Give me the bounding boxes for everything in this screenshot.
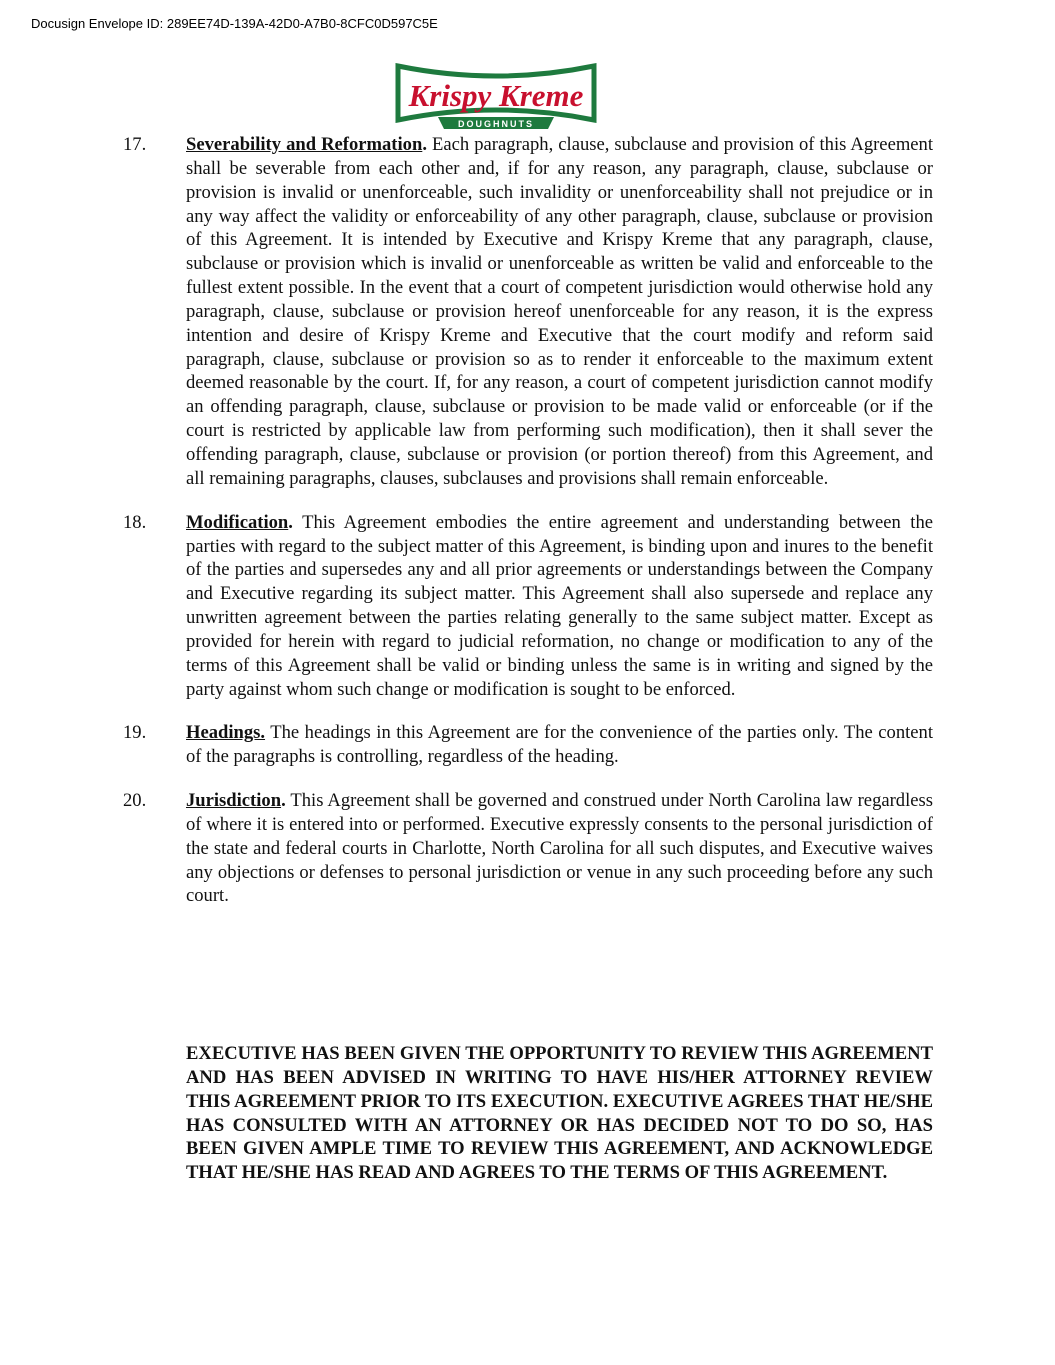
section-17 (123, 133, 933, 491)
section-number: 18. (123, 511, 147, 533)
section-number: 19. (123, 722, 147, 744)
section-paragraph: The headings in this Agreement are for the convenience of the parties only. The content of the paragraphs is controlling, regardless of the heading. (186, 722, 933, 768)
section-heading: Jurisdiction (186, 790, 282, 812)
section-text: Severability and Reformation. Each paragraph, clause, subclause and provision of this Agreement shall be severable from each other and, if for any reason, any paragraph, clause, subclause or provision is invalid or unenforceable, such invalidity or unenforceability shall not prejudice or in any way affect the validity or enforceability of any other paragraph, clause, subclause or provision of this Agreement. It is intended by Executive and Krispy Kreme that any paragraph, clause, subclause or provision which is invalid or unenforceable as written be valid and enforceable to the fullest extent possible. In the event that a court of competent jurisdiction would otherwise hold any paragraph, clause, subclause or provision hereof unenforceable for any reason, it is the express intention and desire of Krispy Kreme and Executive that the court modify and reform said paragraph, clause, subclause or provision so as to render it enforceable to the maximum extent deemed reasonable by the court. If, for any reason, a court of competent jurisdiction cannot modify an offending paragraph, clause, subclause or provision to be made valid or enforceable (or if the court is restricted by applicable law from performing such modification), then it shall sever the offending paragraph, clause, subclause or provision (or portion thereof) from this Agreement, and all remaining paragraphs, clauses, subclauses and provisions shall remain enforceable. (186, 134, 933, 489)
agreement-body (123, 133, 933, 928)
section-text: Modification. This Agreement embodies the entire agreement and understanding between the parties with regard to the subject matter of this Agreement, is binding upon and inures to the benefit of the parties and supersedes any and all prior agreements or understandings between the Company and Executive regarding its subject matter. This Agreement shall also supersede and replace any unwritten agreement between the parties relating generally to the same subject matter. Except as provided for herein with regard to judicial reformation, no change or modification to any of the terms of this Agreement shall be valid or binding unless the same is in writing and signed by the party against whom such change or modification is sought to be enforced. (186, 511, 934, 700)
section-18 (123, 511, 933, 702)
section-heading: Severability and Reformation (186, 134, 423, 155)
svg-text:DOUGHNUTS: DOUGHNUTS (458, 119, 534, 129)
section-text: Jurisdiction. This Agreement shall be governed and construed under North Carolina law regardless of where it is entered into or performed. Executive expressly consents to the personal jurisdiction of the state and federal courts in Charlotte, North Carolina for all such disputes, and Executive waives any objections or defenses to personal jurisdiction or venue in any such proceeding before any such court. (186, 790, 933, 907)
section-20 (123, 789, 933, 908)
krispy-kreme-logo (394, 60, 598, 130)
svg-text:Krispy Kreme: Krispy Kreme (408, 78, 584, 113)
section-heading: Headings. (186, 722, 266, 744)
section-paragraph: This Agreement embodies the entire agreement and understanding between the parties with regard to the subject matter of this Agreement, is binding upon and inures to the benefit of the parties and supersedes any and all prior agreements or understandings between the Company and Executive regarding its subject matter. This Agreement shall also supersede and replace any unwritten agreement between the parties relating generally to the same subject matter. Except as provided for herein with regard to judicial reformation, no change or modification to any of the terms of this Agreement shall be valid or binding unless the same is in writing and signed by the party against whom such change or modification is sought to be enforced. (186, 511, 934, 700)
section-number: 17. (123, 134, 147, 155)
section-19 (123, 721, 933, 769)
section-text (186, 721, 933, 769)
acknowledgement-notice: EXECUTIVE HAS BEEN GIVEN THE OPPORTUNITY TO REVIEW THIS AGREEMENT AND HAS BEEN ADVISED IN WRITING TO HAVE HIS/HER ATTORNEY REVIEW THIS AGREEMENT PRIOR TO ITS EXECUTION. EXECUTIVE AGREES THAT HE/SHE HAS CONSULTED WITH AN ATTORNEY OR HAS DECIDED NOT TO DO SO, HAS BEEN GIVEN AMPLE TIME TO REVIEW THIS AGREEMENT, AND ACKNOWLEDGE THAT HE/SHE HAS READ AND AGREES TO THE TERMS OF THIS AGREEMENT. (186, 1043, 933, 1184)
section-paragraph: This Agreement shall be governed and construed under North Carolina law regardless of where it is entered into or performed. Executive expressly consents to the personal jurisdiction of the state and federal courts in Charlotte, North Carolina for all such disputes, and Executive waives any objections or defenses to personal jurisdiction or venue in any such proceeding before any such court. (186, 790, 933, 907)
section-paragraph: Each paragraph, clause, subclause and provision of this Agreement shall be severable from each other and, if for any reason, any paragraph, clause, subclause or provision is invalid or unenforceable, such invalidity or unenforceability shall not prejudice or in any way affect the validity or enforceability of any other paragraph, clause, subclause or provision of this Agreement. It is intended by Executive and Krispy Kreme that any paragraph, clause, subclause or provision which is invalid or unenforceable as written be valid and enforceable to the fullest extent possible. In the event that a court of competent jurisdiction would otherwise hold any paragraph, clause, subclause or provision hereof unenforceable for any reason, it is the express intention and desire of Krispy Kreme and Executive that the court modify and reform said paragraph, clause, subclause or provision so as to render it enforceable to the maximum extent deemed reasonable by the court. If, for any reason, a court of competent jurisdiction cannot modify an offending paragraph, clause, subclause or provision to be made valid or enforceable (or if the court is restricted by applicable law from performing such modification), then it shall sever the offending paragraph, clause, subclause or provision (or portion thereof) from this Agreement, and all remaining paragraphs, clauses, subclauses and provisions shall remain enforceable. (186, 134, 933, 489)
section-heading: Modification (186, 511, 289, 533)
section-number: 20. (123, 790, 147, 812)
envelope-id: Docusign Envelope ID: 289EE74D-139A-42D0-A7B0-8CFC0D597C5E (31, 16, 438, 31)
